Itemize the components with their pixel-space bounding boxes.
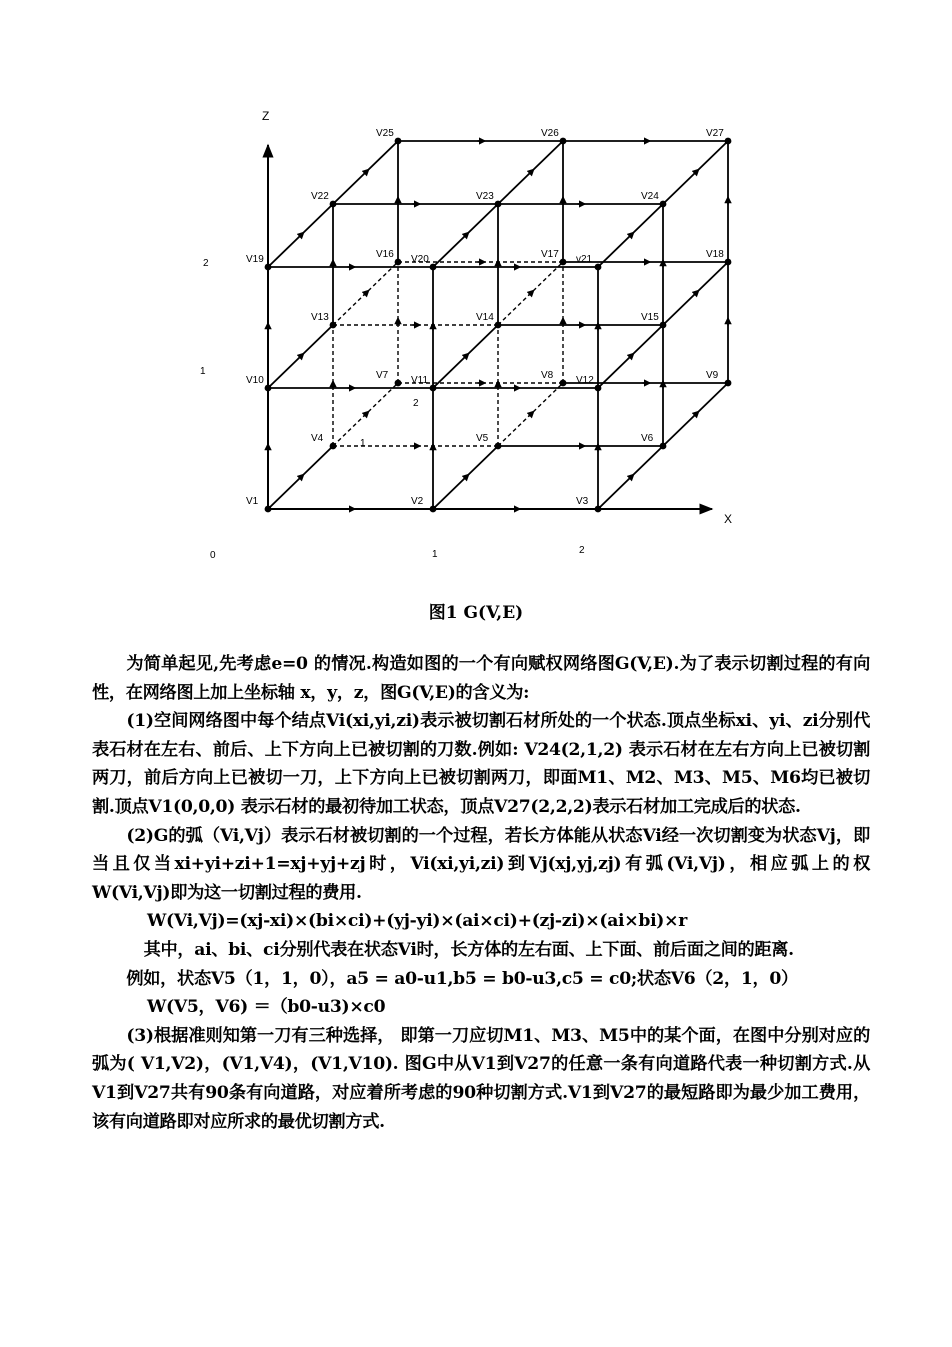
vertex-label: V2 <box>411 496 424 507</box>
paragraph-point-1: (1)空间网络图中每个结点Vi(xi,yi,zi)表示被切割石材所处的一个状态.顶点坐标xi、yi、zi分别代表石材在左右、前后、上下方向上已被切割的刀数.例如: V24(2,1,2) 表示石材在左右方向上已被切割两刀，前后方向上已被切一刀，上下方向上已被切割两刀，即面M1、M2、M3、M5、M6均已被切割.顶点V1(0,0,0) 表示石材的最初待加工状态，顶点V27(2,2,2)表示石材加工完成后的状态. <box>92 711 870 817</box>
edge-arrow <box>528 413 532 416</box>
paragraph-point-2: (2)G的弧（Vi,Vj）表示石材被切割的一个过程，若长方体能从状态Vi经一次切割变为状态Vj，即当且仅当xi+yi+zi+1=xj+yj+zj时，Vi(xi,yi,zi)到Vj(xj,yj,zj)有弧(Vi,Vj)，相应弧上的权W(Vi,Vj)即为这一切割过程的费用. <box>92 825 870 903</box>
graph-vertex <box>560 138 567 145</box>
paragraph-point-3: (3)根据准则知第一刀有三种选择， 即第一刀应切M1、M3、M5中的某个面，在图中分别对应的弧为( V1,V2)，(V1,V4)，(V1,V10). 图G中从V1到V27的任意一条有向道路代表一种切割方式.从V1到V27共有90条有向道路，对应着所考虑的90种切割方式.V1到V27的最短路即为最少加工费用，该有向道路即对应所求的最优切割方式. <box>92 1025 870 1132</box>
graph-vertex <box>495 443 502 450</box>
vertex-label: V17 <box>541 249 559 260</box>
graph-vertex <box>265 264 272 271</box>
graph-vertex <box>560 259 567 266</box>
graph-vertex <box>265 385 272 392</box>
x-tick-label: 1 <box>432 549 438 560</box>
vertex-label: V5 <box>476 433 489 444</box>
vertex-label: V18 <box>706 249 724 260</box>
x-axis-label: X <box>724 512 733 526</box>
graph-vertex <box>595 385 602 392</box>
graph-vertex <box>725 259 732 266</box>
paragraph-distances: 其中，ai、bi、ci分别代表在状态Vi时，长方体的左右面、上下面、前后面之间的距离. <box>143 939 794 960</box>
vertex-label: V26 <box>541 128 559 139</box>
vertex-label: V19 <box>246 254 264 265</box>
edge-number-label: 2 <box>413 398 419 409</box>
vertex-label: V6 <box>641 433 654 444</box>
paragraph-example: 例如，状态V5（1，1，0），a5 = a0-u1,b5 = b0-u3,c5 = c0;状态V6（2，1，0） <box>126 968 798 989</box>
edge-arrow <box>528 292 532 295</box>
graph-vertex <box>330 322 337 329</box>
vertex-label: V25 <box>376 128 394 139</box>
vertex-label: V16 <box>376 249 394 260</box>
vertex-label: V4 <box>311 433 324 444</box>
vertex-label: V3 <box>576 496 589 507</box>
graph-vertex <box>395 138 402 145</box>
vertex-label: V14 <box>476 312 494 323</box>
graph-vertex <box>330 201 337 208</box>
vertex-label: V22 <box>311 191 329 202</box>
graph-vertex <box>395 259 402 266</box>
graph-vertex <box>560 380 567 387</box>
vertex-label: V12 <box>576 375 594 386</box>
z-tick-label: 1 <box>200 366 206 377</box>
vertex-label: v21 <box>576 254 593 265</box>
formula-weight: W(Vi,Vj)=(xj-xi)×(bi×ci)+(yj-yi)×(ai×ci)+(zj-zi)×(ai×bi)×r <box>147 911 688 932</box>
vertex-label: V8 <box>541 370 554 381</box>
vertex-label: V13 <box>311 312 329 323</box>
vertex-label: V15 <box>641 312 659 323</box>
network-graph <box>190 100 750 570</box>
paragraph-intro: 为简单起见,先考虑e=0 的情况.构造如图的一个有向赋权网络图G(V,E).为了表示切割过程的有向性，在网络图上加上坐标轴 x，y，z，图G(V,E)的含义为: <box>92 654 870 703</box>
network-figure <box>190 100 750 570</box>
graph-vertex <box>725 380 732 387</box>
body-text <box>92 650 870 1136</box>
graph-vertex <box>330 443 337 450</box>
figure-caption: 图1 G(V,E) <box>428 603 524 623</box>
z-tick-label: 2 <box>203 258 209 269</box>
vertex-label: V1 <box>246 496 259 507</box>
vertex-label: V20 <box>411 254 429 265</box>
x-tick-label: 0 <box>210 550 216 561</box>
graph-vertex <box>725 138 732 145</box>
graph-vertex <box>430 264 437 271</box>
graph-vertex <box>265 506 272 513</box>
graph-vertex <box>660 201 667 208</box>
graph-vertex <box>395 380 402 387</box>
vertex-label: V10 <box>246 375 264 386</box>
graph-vertex <box>660 322 667 329</box>
x-tick-label: 2 <box>579 545 585 556</box>
vertex-label: V9 <box>706 370 719 381</box>
vertex-label: V27 <box>706 128 724 139</box>
graph-vertex <box>595 264 602 271</box>
graph-vertex <box>660 443 667 450</box>
formula-example: W(V5，V6) ＝（b0-u3)×c0 <box>147 997 386 1018</box>
graph-vertex <box>430 506 437 513</box>
edge-arrow <box>363 413 367 416</box>
edge-arrow <box>363 292 367 295</box>
edge-number-label: 1 <box>360 438 366 449</box>
graph-vertex <box>495 201 502 208</box>
vertex-label: V23 <box>476 191 494 202</box>
vertex-label: V7 <box>376 370 389 381</box>
z-axis-label: Z <box>262 109 270 123</box>
graph-vertex <box>595 506 602 513</box>
vertex-label: V24 <box>641 191 659 202</box>
graph-vertex <box>430 385 437 392</box>
vertex-label: V11 <box>411 375 429 386</box>
graph-vertex <box>495 322 502 329</box>
